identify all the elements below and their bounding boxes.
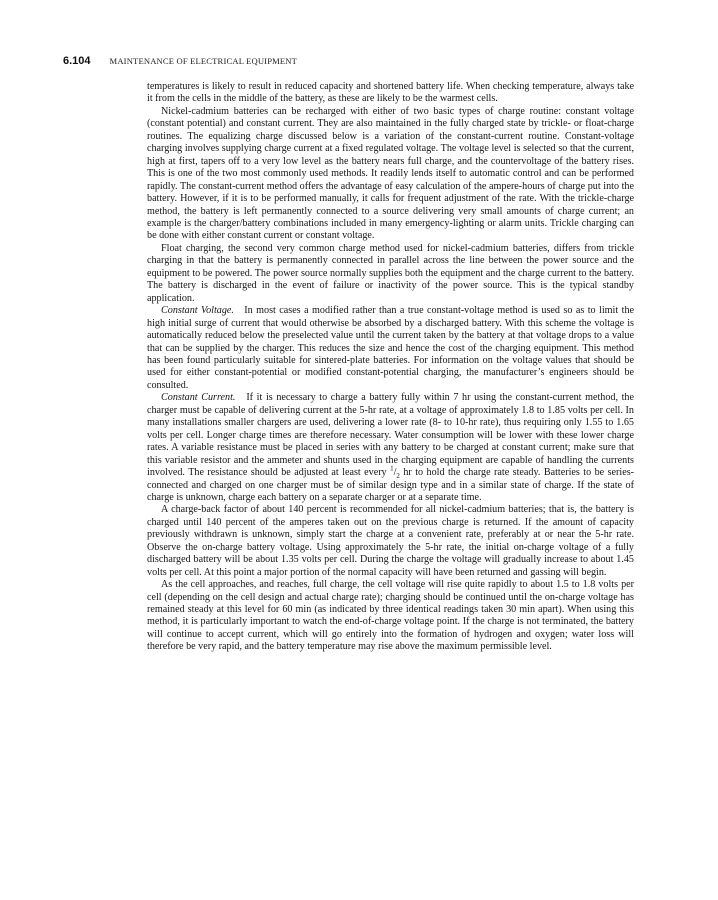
paragraph-text: As the cell approaches, and reaches, full charge, the cell voltage will rise quite rapidly to about 1.5 to 1.8 volts per cell (depending on the cell design and actual charge rate); charging should be continued until the on-charge voltage has remained steady at this level for 60 min (as indicated by three identical readings taken 30 min apart). When using this method, it is particularly important to watch the end-of-charge voltage point. If the charge is not terminated, the battery will continue to accept current, which will go entirely into the formation of hydrogen and oxygen; water loss will therefore be very rapid, and the battery temperature may rise above the maximum permissible level. bbox=[147, 579, 634, 653]
paragraph-text: A charge-back factor of about 140 percent is recommended for all nickel-cadmium batteries; that is, the battery is charged until 140 percent of the amperes taken out on the previous charge is returned. If the amount of capacity previously withdrawn is unknown, simply start the charge at a convenient rate, preferably at or near the 5-hr rate. Observe the on-charge battery voltage. Using approximately the 5-hr rate, the initial on-charge voltage of a fully discharged battery will be about 1.35 volts per cell. During the charge the voltage will gradually increase to about 1.45 volts per cell. At this point a major portion of the normal capacity will have been returned and gassing will begin. bbox=[147, 504, 634, 578]
paragraph-full-charge bbox=[147, 579, 634, 654]
paragraph-charge-back-factor bbox=[147, 504, 634, 579]
fraction: $^1/_2$ bbox=[390, 464, 400, 481]
paragraph-text: Float charging, the second very common charge method used for nickel-cadmium batteries, differs from trickle charging in that the battery is permanently connected in parallel across the line between the power source and the equipment to be powered. The power source normally supplies both the equipment and the charge current to the battery. The battery is discharged in the event of failure or inactivity of the power source. This is the typical standby application. bbox=[147, 242, 634, 304]
run-in-heading: Constant Voltage. bbox=[161, 305, 234, 317]
paragraph-text: temperatures is likely to result in reduced capacity and shortened battery life. When checking temperature, always take it from the cells in the middle of the battery, as these are likely to be the warmest cells. bbox=[147, 81, 634, 105]
paragraph-constant-current bbox=[147, 392, 634, 504]
fraction-numerator: 1 bbox=[390, 464, 394, 473]
paragraph-continuation bbox=[147, 81, 634, 106]
paragraph-text: Nickel-cadmium batteries can be recharged with either of two basic types of charge routine: constant voltage (constant potential) and constant current. They are also maintained in the fully charged state by trickle- or float-charge routines. The equalizing charge discussed below is a variation of the constant-current routine. Constant-voltage charging involves supplying charge current at a fixed regulated voltage. The voltage level is selected so that the current, high at first, tapers off to a very low level as the battery nears full charge, and the countervoltage of the battery rises. This is one of the two most commonly used methods. It readily lends itself to automatic control and can be performed rapidly. The constant-current method offers the advantage of easy calculation of the ampere-hours of charge put into the battery. However, if it is to be performed manually, it calls for frequent adjustment of the rate. With the trickle-charge method, the battery is left permanently connected to a source delivering very small amounts of charge current; an example is the charger/battery combinations included in many emergency-lighting or alarm units. Trickle charging can be done with either constant current or constant voltage. bbox=[147, 105, 634, 242]
paragraph-float-charging bbox=[147, 243, 634, 305]
fraction-denominator: 2 bbox=[396, 472, 400, 481]
paragraph-text: If it is necessary to charge a battery fully within 7 hr using the constant-current method, the charger must be capable of delivering current at the 5-hr rate, at a voltage of approximately 1.8 to 1.85 volts per cell. In many installations smaller chargers are used, delivering a lower rate (8- to 10-hr rate), thus requiring only 1.55 to 1.65 volts per cell. Longer charge times are therefore necessary. Water consumption will be lower with these lower charge rates. A variable resistance must be placed in series with any battery to be charged at constant current; make sure that this variable resistor and the ammeter and shunts used in the charging equipment are capable of handling the currents involved. The resistance should be adjusted at least every bbox=[147, 392, 634, 479]
paragraph-text-continued: hr to hold the charge rate steady. Batteries to be series-connected and charged on one charger must be of similar design type and in a similar state of charge. If the state of charge is unknown, charge each battery on a separate charger or at a separate time. bbox=[147, 467, 635, 503]
body-text bbox=[147, 81, 634, 654]
running-title: MAINTENANCE OF ELECTRICAL EQUIPMENT bbox=[109, 56, 298, 66]
paragraph-constant-voltage bbox=[147, 305, 634, 392]
paragraph-text: In most cases a modified rather than a true constant-voltage method is used so as to limit the high initial surge of current that would otherwise be absorbed by a discharged battery. With this scheme the voltage is automatically reduced below the preselected value until the current taken by the battery at that voltage drops to a value that can be supplied by the charger. This reduces the size and hence the cost of the charging equipment. This method has been found particularly suitable for sintered-plate batteries. For information on the voltage values that should be used for either constant-potential or modified constant-potential charging, the manufacturer’s engineers should be consulted. bbox=[147, 305, 634, 391]
page-number: 6.104 bbox=[63, 55, 91, 67]
run-in-heading: Constant Current. bbox=[161, 392, 236, 404]
paragraph-charge-routines bbox=[147, 106, 634, 243]
page-header bbox=[63, 51, 297, 67]
